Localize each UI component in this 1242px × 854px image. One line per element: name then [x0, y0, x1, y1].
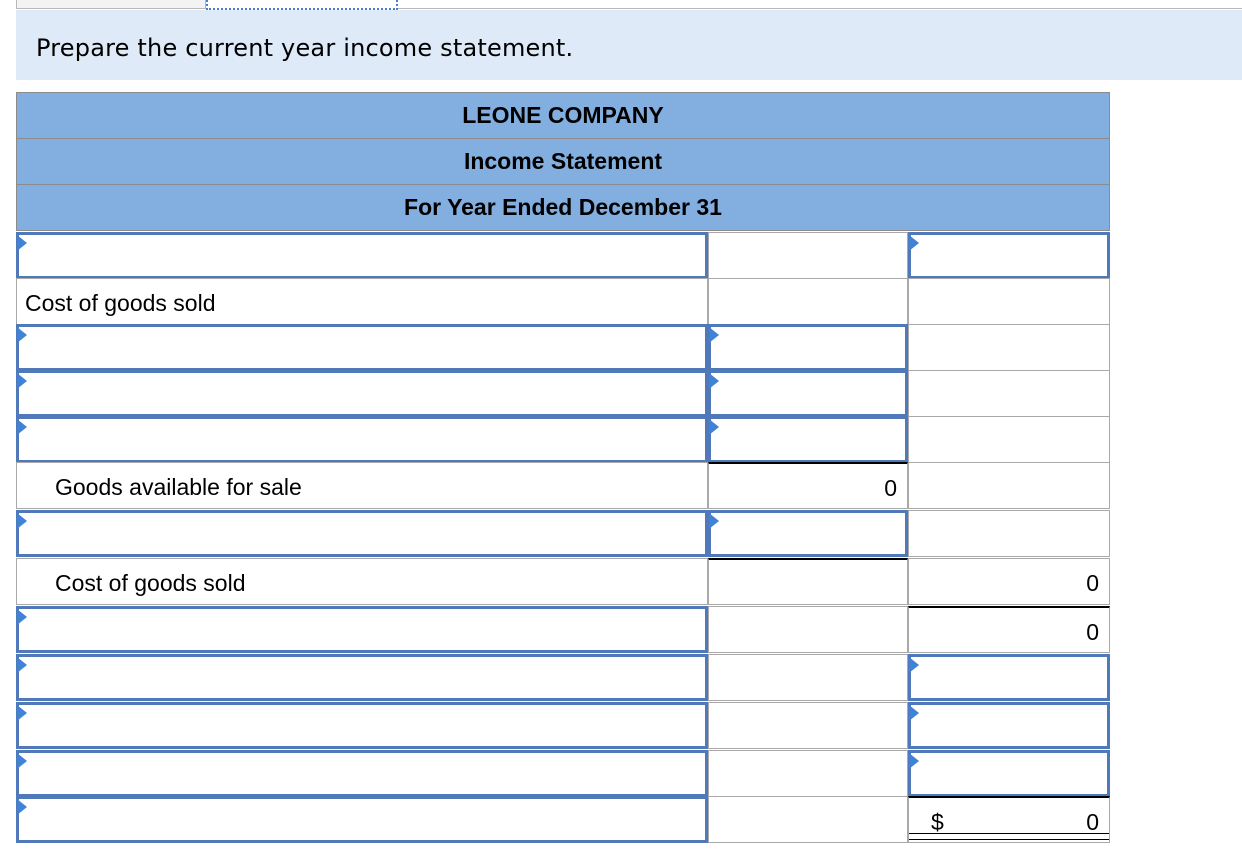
total-cell: [908, 324, 1110, 371]
table-row: [16, 796, 1110, 843]
instruction-banner: [16, 10, 1242, 80]
line-item-dropdown[interactable]: [16, 324, 708, 371]
amount-cell: [708, 750, 908, 797]
statement-period-header: For Year Ended December 31: [16, 184, 1110, 231]
tab-divider: [398, 8, 1242, 9]
dropdown-indicator-icon: [17, 657, 27, 673]
table-row: [16, 654, 1110, 701]
dropdown-indicator-icon: [709, 327, 719, 343]
gross-profit-value: 0: [1086, 619, 1099, 645]
cogs-total-value: 0: [1086, 570, 1099, 596]
line-item-dropdown[interactable]: [16, 796, 708, 843]
dropdown-indicator-icon: [17, 373, 27, 389]
table-row: [16, 510, 1110, 557]
table-row: [16, 324, 1110, 371]
table-row: [16, 232, 1110, 279]
dropdown-indicator-icon: [17, 235, 27, 251]
line-item-dropdown[interactable]: [16, 702, 708, 749]
table-row: [16, 702, 1110, 749]
total-cell: [908, 416, 1110, 463]
net-income-value: 0: [1086, 809, 1099, 835]
total-amount-input[interactable]: [908, 750, 1110, 797]
cogs-total-label: Cost of goods sold: [55, 570, 246, 596]
table-row: [16, 606, 1110, 653]
total-amount-input[interactable]: [908, 702, 1110, 749]
dropdown-indicator-icon: [909, 657, 919, 673]
amount-cell: [708, 654, 908, 701]
table-row: [16, 558, 1110, 605]
dropdown-indicator-icon: [17, 419, 27, 435]
dropdown-indicator-icon: [17, 799, 27, 815]
total-cell: [908, 278, 1110, 325]
goods-available-amount: [708, 462, 908, 509]
tab-previous[interactable]: [16, 0, 206, 9]
table-row: [16, 462, 1110, 509]
total-amount-input[interactable]: [908, 232, 1110, 279]
amount-cell: [708, 702, 908, 749]
total-cell: [908, 370, 1110, 417]
dropdown-indicator-icon: [709, 373, 719, 389]
tab-strip: [0, 0, 1242, 10]
total-amount-input[interactable]: [908, 654, 1110, 701]
dropdown-indicator-icon: [17, 327, 27, 343]
amount-cell: [708, 796, 908, 843]
net-income-amount: [908, 796, 1110, 843]
cogs-total-amount: [908, 558, 1110, 605]
amount-cell: [708, 232, 908, 279]
line-item-dropdown[interactable]: [16, 606, 708, 653]
dropdown-indicator-icon: [17, 705, 27, 721]
dropdown-indicator-icon: [909, 753, 919, 769]
line-item-dropdown[interactable]: [16, 232, 708, 279]
dropdown-indicator-icon: [17, 513, 27, 529]
statement-title-header: Income Statement: [16, 138, 1110, 185]
amount-input[interactable]: [708, 510, 908, 557]
table-row: [16, 750, 1110, 797]
dropdown-indicator-icon: [17, 753, 27, 769]
amount-input[interactable]: [708, 416, 908, 463]
cogs-total-cell: [16, 558, 708, 605]
instruction-text: Prepare the current year income statement.: [36, 34, 574, 62]
amount-input[interactable]: [708, 370, 908, 417]
cogs-heading-label: Cost of goods sold: [25, 290, 216, 316]
table-row: [16, 278, 1110, 325]
cogs-heading-cell: [16, 278, 708, 325]
amount-cell: [708, 278, 908, 325]
dropdown-indicator-icon: [909, 235, 919, 251]
table-row: [16, 416, 1110, 463]
gross-profit-amount: [908, 606, 1110, 653]
dropdown-indicator-icon: [17, 609, 27, 625]
line-item-dropdown[interactable]: [16, 370, 708, 417]
dropdown-indicator-icon: [909, 705, 919, 721]
tab-current[interactable]: [206, 0, 398, 10]
line-item-dropdown[interactable]: [16, 510, 708, 557]
dropdown-indicator-icon: [709, 419, 719, 435]
company-name-header: LEONE COMPANY: [16, 92, 1110, 139]
goods-available-value: 0: [884, 475, 897, 501]
amount-cell: [708, 606, 908, 653]
line-item-dropdown[interactable]: [16, 416, 708, 463]
table-row: [16, 370, 1110, 417]
line-item-dropdown[interactable]: [16, 654, 708, 701]
goods-available-cell: [16, 462, 708, 509]
currency-symbol: $: [931, 809, 944, 835]
total-cell: [908, 462, 1110, 509]
dropdown-indicator-icon: [709, 513, 719, 529]
line-item-dropdown[interactable]: [16, 750, 708, 797]
goods-available-label: Goods available for sale: [55, 474, 302, 500]
amount-input[interactable]: [708, 324, 908, 371]
amount-cell: [708, 558, 908, 605]
total-cell: [908, 510, 1110, 557]
